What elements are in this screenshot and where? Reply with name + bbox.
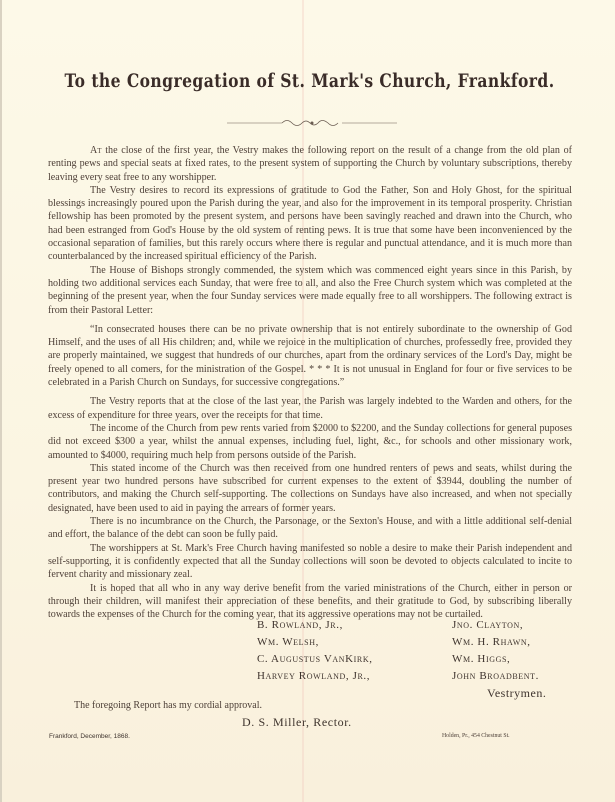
document-title: To the Congregation of St. Mark's Church, Frankford.: [64, 70, 555, 92]
signer-name: Wm. Higgs,: [452, 653, 511, 665]
rector-signature: D. S. Miller, Rector.: [242, 715, 352, 729]
signer-name: John Broadbent.: [452, 670, 540, 682]
report-body: [48, 144, 572, 621]
signers-right-column: [452, 617, 592, 685]
paragraph-bishops: The House of Bishops strongly commended, the system which was commenced eight years since in this Parish, by holding two additional services each Sunday, that were free to all, and also the Free Church system which was completed at the beginning of the present year, when the four Sunday services were made equally free to all worshippers. The following extract is from their Pastoral Letter:: [48, 264, 572, 316]
place-date: Frankford, December, 1868.: [49, 733, 130, 740]
paragraph-worshippers: The worshippers at St. Mark's Free Church having manifested so noble a desire to make their Parish independent and self-supporting, it is confidently expected that all the Sunday collections will soon be devoted to objects calculated to incite to fervent charity and missionary zeal.: [48, 542, 572, 581]
signer-name: Wm. Welsh,: [257, 636, 319, 648]
signer-name: B. Rowland, Jr.,: [257, 619, 343, 631]
printer-imprint: Holden, Pr., 454 Chestnut St.: [442, 733, 510, 739]
paragraph-appeal: It is hoped that all who in any way derive benefit from the varied ministrations of the Church, either in person or through their children, will manifest their appreciation of these benefits, and their gratitude to God, by subscribing liberally towards the expenses of the Church for the coming year, that its aggressive operations may not be curtailed.: [48, 582, 572, 621]
paragraph-intro: At the close of the first year, the Vestry makes the following report on the result of a change from the old plan of renting pews and special seats at fixed rates, to the present system of supporting the Church by voluntary subscriptions, thereby leaving every seat free to any worshipper.: [48, 145, 572, 183]
flourish-ornament-icon: [227, 116, 397, 130]
rector-approval: The foregoing Report has my cordial approval.: [74, 700, 262, 711]
signers-left-column: [257, 617, 447, 685]
pastoral-letter-quote: “In consecrated houses there can be no private ownership that is not entirely subordinate to the ownership of God Himself, and the uses of all His children; and, while we rejoice in the multiplication of churches, professedly free, provided they are properly maintained, we suggest that hundreds of our churches, apart from the ordinary services of the Lord's Day, might be freely opened to all comers, for the ministration of the Gospel. * * * It is not unusual in England for four or five services to be celebrated in a Parish Church on Sundays, for successive congregations.”: [48, 323, 572, 389]
signer-name: Harvey Rowland, Jr.,: [257, 670, 371, 682]
paragraph-subscribers: This stated income of the Church was then received from one hundred renters of pews and seats, whilst during the present year two hundred persons have subscribed for current expenses to the extent of $3944, doubling the number of contributors, and making the Church self-supporting. The collections on Sundays have also increased, and when not specially designated, have been used to aid in paying the arrears of former years.: [48, 462, 572, 514]
vestrymen-label: Vestrymen.: [487, 686, 547, 700]
paragraph-indebted: The Vestry reports that at the close of the last year, the Parish was largely indebted to the Warden and others, for the excess of expenditure for three years, over the receipts for that time.: [48, 396, 572, 421]
paragraph-income: The income of the Church from pew rents varied from $2000 to $2200, and the Sunday collections for general puposes did not exceed $300 a year, whilst the annual expenses, including fuel, light, &c., for schools and other missionary work, amounted to $4000, requiring much help from persons outside of the Parish.: [48, 422, 572, 461]
paragraph-incumbrance: There is no incumbrance on the Church, the Parsonage, or the Sexton's House, and with a little additional self-denial and effort, the balance of the debt can soon be fully paid.: [48, 516, 572, 541]
signer-name: Wm. H. Rhawn,: [452, 636, 531, 648]
signer-name: C. Augustus VanKirk,: [257, 653, 373, 665]
paragraph-lead: At: [90, 145, 102, 156]
paragraph-gratitude: The Vestry desires to record its expressions of gratitude to God the Father, Son and Holy Ghost, for the spiritual blessings increasingly poured upon the Parish during the year, and also for the improvement in its temporal prosperity. Christian fellowship has been promoted by the present system, and persons have been savingly reached and drawn into the Church, who had been estranged from God's House by the old system of renting pews. It is true that some have been inconvenienced by the occasional separation of families, but this rarely occurs where there is regular and punctual attendance, and it is much more than counterbalanced by the increased spiritual efficiency of the Parish.: [48, 184, 572, 263]
signer-name: Jno. Clayton,: [452, 619, 524, 631]
